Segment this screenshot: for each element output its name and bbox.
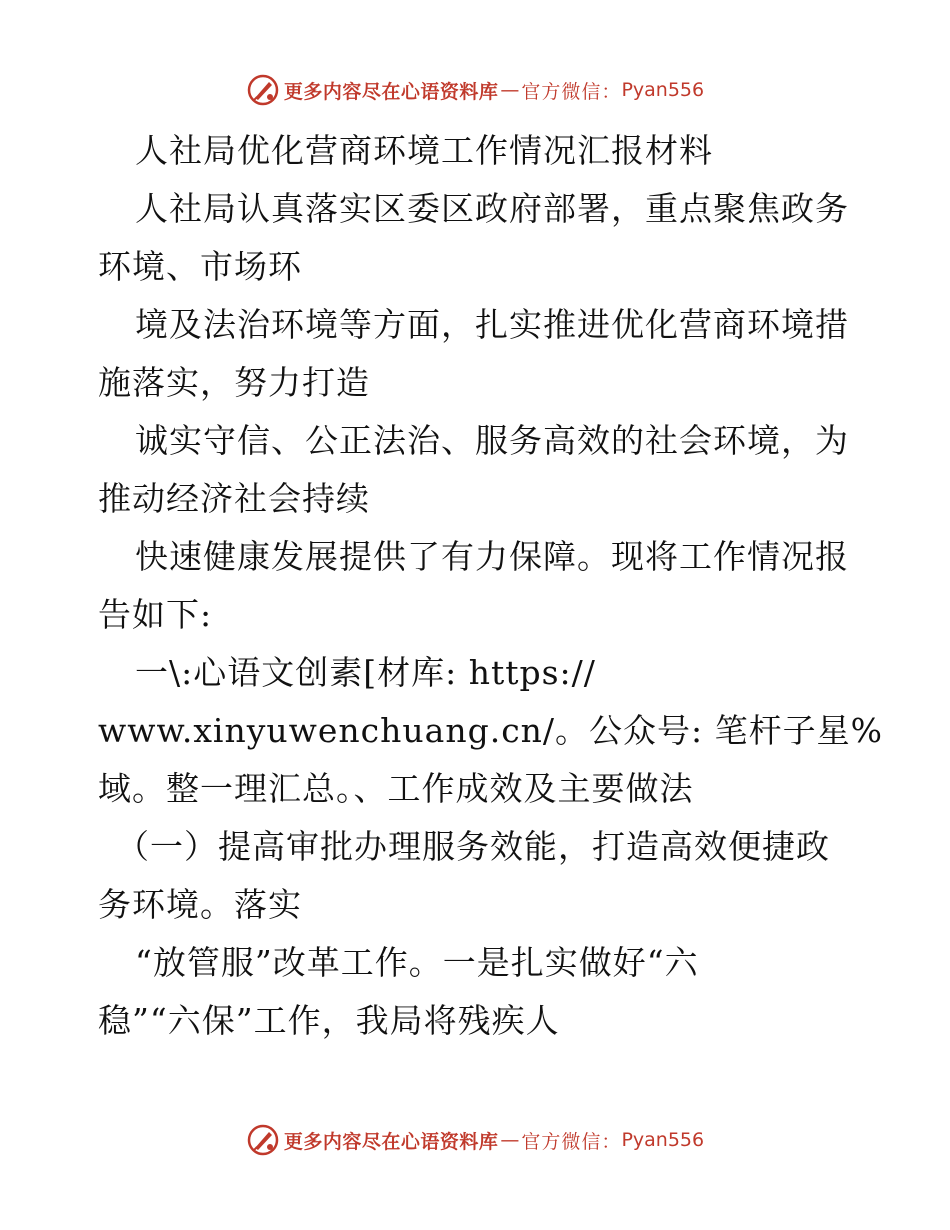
header-banner xyxy=(0,70,950,110)
quill-pen-logo-icon xyxy=(246,1123,280,1157)
quill-pen-logo-icon xyxy=(246,73,280,107)
banner-wechat-id: Pyan556 xyxy=(621,79,705,101)
paragraph-line: 务环境。落实 xyxy=(98,885,302,924)
paragraph-line: 稳”“六保”工作，我局将残疾人 xyxy=(98,1001,560,1040)
footer-banner xyxy=(0,1120,950,1160)
paragraph-line: 施落实，努力打造 xyxy=(98,363,370,402)
paragraph-line: 一\:心语文创素[材库: https:// xyxy=(135,653,596,692)
paragraph-line: 快速健康发展提供了有力保障。现将工作情况报 xyxy=(135,537,849,576)
banner-wechat-label: 官方微信： xyxy=(521,80,622,103)
banner-main-text: 更多内容尽在心语资料库 xyxy=(283,1130,499,1153)
banner-dash: — xyxy=(500,1129,520,1151)
paragraph-line: www.xinyuwenchuang.cn/。公众号: 笔杆子星% xyxy=(98,711,884,750)
banner-content xyxy=(246,1123,704,1157)
banner-wechat-label: 官方微信： xyxy=(521,1130,622,1153)
paragraph-line: 人社局认真落实区委区政府部署，重点聚焦政务 xyxy=(135,189,849,228)
paragraph-line: 环境、市场环 xyxy=(98,247,302,286)
paragraph-line: 境及法治环境等方面，扎实推进优化营商环境措 xyxy=(135,305,849,344)
banner-main-text: 更多内容尽在心语资料库 xyxy=(283,80,499,103)
paragraph-line: 推动经济社会持续 xyxy=(98,479,370,518)
document-title: 人社局优化营商环境工作情况汇报材料 xyxy=(135,131,713,170)
banner-wechat-id: Pyan556 xyxy=(621,1129,705,1151)
banner-content xyxy=(246,73,704,107)
section-heading-line: （一）提高审批办理服务效能，打造高效便捷政 xyxy=(116,827,830,866)
paragraph-line: 域。整一理汇总。、工作成效及主要做法 xyxy=(98,769,694,808)
paragraph-line: 告如下: xyxy=(98,595,213,634)
document-body xyxy=(98,122,884,1050)
paragraph-line: 诚实守信、公正法治、服务高效的社会环境，为 xyxy=(135,421,849,460)
paragraph-line: “放管服”改革工作。一是扎实做好“六 xyxy=(135,943,699,982)
banner-dash: — xyxy=(500,79,520,101)
